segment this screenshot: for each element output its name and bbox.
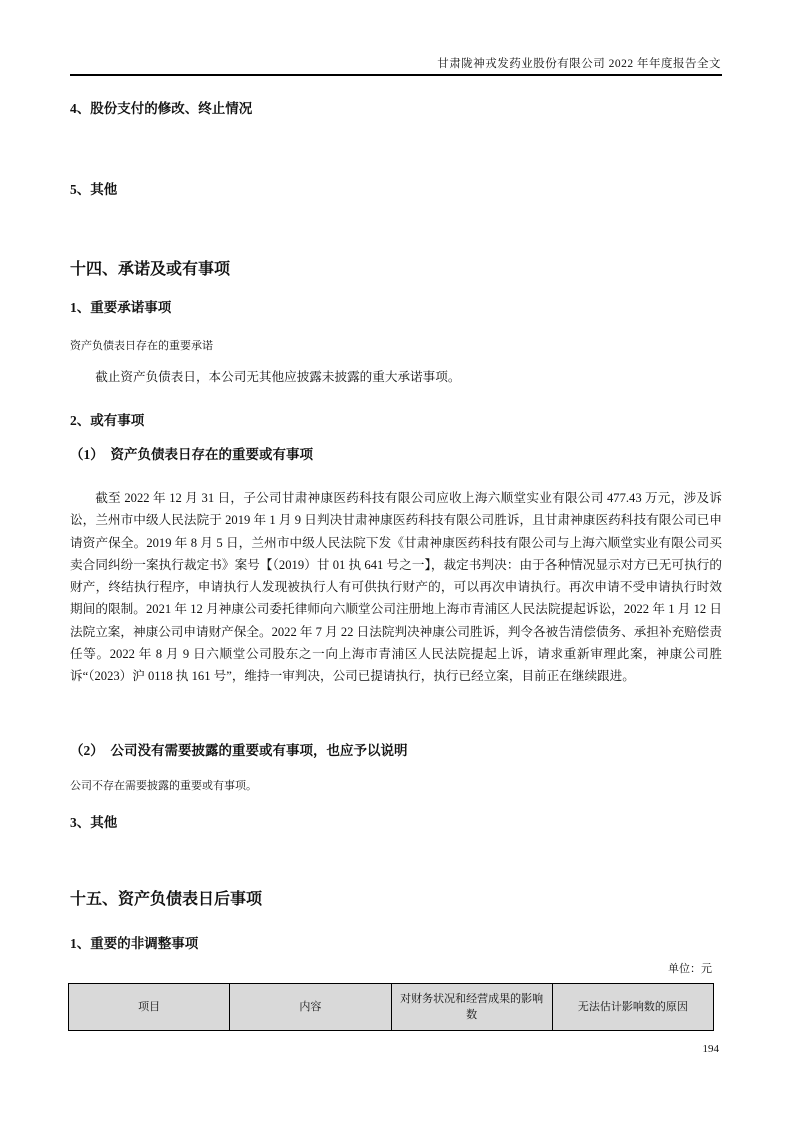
section-14-1-heading: 1、重要承诺事项: [70, 300, 172, 315]
table-header-impact: 对财务状况和经营成果的影响数: [391, 984, 552, 1031]
header-divider-rule: [70, 74, 722, 76]
table-header-row: [69, 984, 714, 1031]
section-15-1-heading: 1、重要的非调整事项: [70, 936, 199, 951]
section-14-heading: 十四、承诺及或有事项: [70, 261, 231, 278]
section-14-2-heading: 2、或有事项: [70, 413, 145, 428]
table-header-item: 项目: [69, 984, 230, 1031]
section-14-3-heading: 3、其他: [70, 815, 118, 830]
report-header-title: 甘肃陇神戎发药业股份有限公司 2022 年年度报告全文: [437, 58, 721, 70]
page-number: 194: [702, 1043, 719, 1055]
section-14-2-1-paragraph: 截至 2022 年 12 月 31 日，子公司甘肃神康医药科技有限公司应收上海六顺堂实业有限公司 477.43 万元，涉及诉讼，兰州市中级人民法院于 2019 年 1 月 9 日判决甘肃神康医药科技有限公司胜诉，且甘肃神康医药科技有限公司已申请资产保全。2019 年 8 月 5 日，兰州市中级人民法院下发《甘肃神康医药科技有限公司与上海六顺堂实业有限公司买卖合同纠纷一案执行裁定书》案号【（2019）甘 01 执 641 号之一】，裁定书判决：由于各种情况显示对方已无可执行的财产，终结执行程序，申请执行人发现被执行人有可供执行财产的，可以再次申请执行。再次申请不受申请执行时效期间的限制。2021 年 12 月神康公司委托律师向六顺堂公司注册地上海市青浦区人民法院提起诉讼，2022 年 1 月 12 日法院立案，神康公司申请财产保全。2022 年 7 月 22 日法院判决神康公司胜诉，判令各被告清偿债务、承担补充赔偿责任等。2022 年 8 月 9 日六顺堂公司股东之一向上海市青浦区人民法院提起上诉，请求重新审理此案，神康公司胜诉“（2023）沪 0118 执 161 号”，维持一审判决，公司已提请执行，执行已经立案，目前正在继续跟进。: [70, 491, 722, 684]
section-14-2-2-paragraph: 公司不存在需要披露的重要或有事项。: [70, 780, 257, 792]
table-header-reason: 无法估计影响数的原因: [552, 984, 713, 1031]
section-5-heading: 5、其他: [70, 182, 118, 197]
section-14-1-paragraph: 截止资产负债表日，本公司无其他应披露未披露的重大承诺事项。: [95, 370, 461, 384]
section-14-1-note: 资产负债表日存在的重要承诺: [70, 340, 213, 352]
section-14-2-1-heading: （1） 资产负债表日存在的重要或有事项: [70, 447, 313, 462]
section-15-heading: 十五、资产负债表日后事项: [70, 891, 263, 908]
section-14-2-2-heading: （2） 公司没有需要披露的重要或有事项，也应予以说明: [70, 743, 408, 758]
table-header-content: 内容: [230, 984, 391, 1031]
section-4-heading: 4、股份支付的修改、终止情况: [70, 101, 253, 116]
unit-label: 单位：元: [668, 963, 712, 975]
non-adjusting-events-table: [68, 983, 714, 1031]
